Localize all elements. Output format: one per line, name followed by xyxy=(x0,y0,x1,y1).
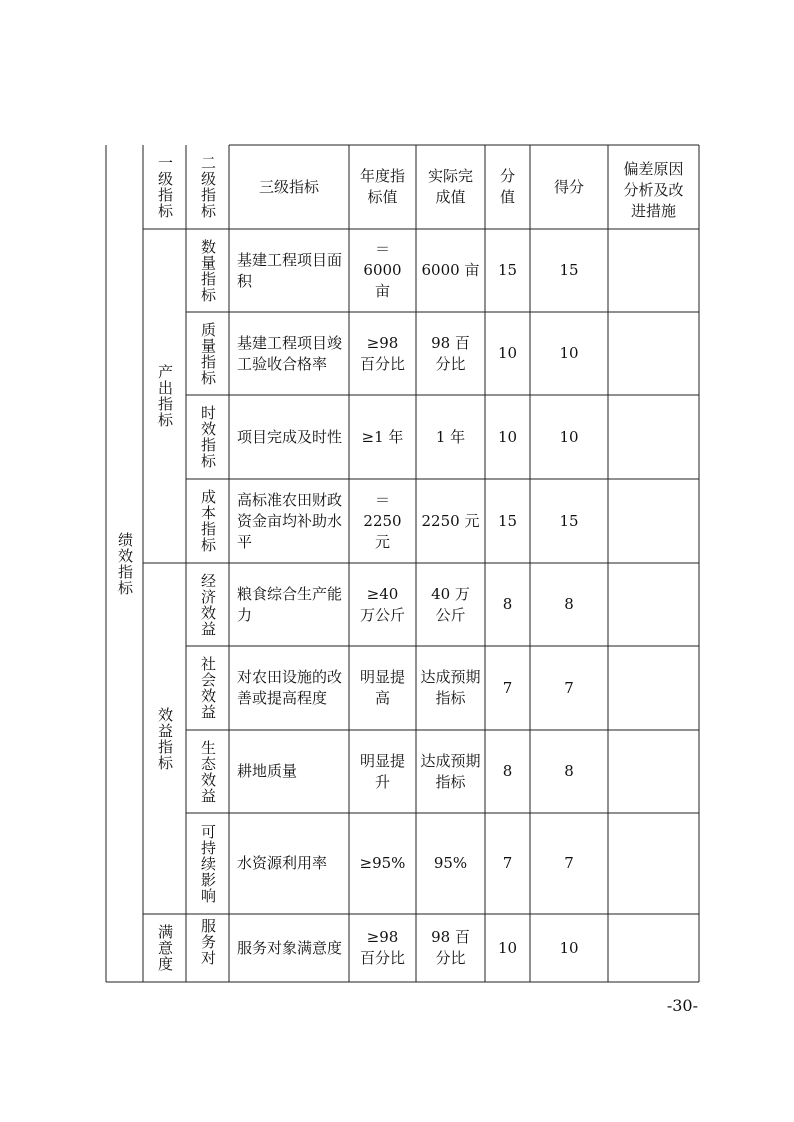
table-cell-indicator: 服务对象满意度 xyxy=(237,938,343,957)
table-cell-weight: 10 xyxy=(497,938,518,957)
table-cell-deviation xyxy=(608,646,699,730)
table-cell-score: 15 xyxy=(559,511,579,530)
level2-ecological-text: 生态效益 xyxy=(199,739,217,804)
level1-satisfaction xyxy=(143,914,186,982)
table-cell-score: 10 xyxy=(559,938,579,957)
table-cell-target: 明显提升 xyxy=(359,751,405,791)
header-score: 得分 xyxy=(553,177,584,196)
table-cell-actual: 6000 亩 xyxy=(421,261,480,279)
table-cell-target: ≥98 百分比 xyxy=(359,333,405,373)
level2-social xyxy=(186,646,229,730)
table-cell-deviation xyxy=(608,813,699,914)
table-cell-indicator: 水资源利用率 xyxy=(237,854,328,872)
table-cell-deviation xyxy=(608,914,699,982)
table-cell-indicator: 耕地质量 xyxy=(237,762,298,780)
table-cell-target: ≥95% xyxy=(359,854,406,872)
header-level3: 三级指标 xyxy=(258,177,319,196)
table-cell-weight: 8 xyxy=(502,762,513,780)
level2-service xyxy=(186,914,229,982)
header-deviation: 偏差原因分析及改进措施 xyxy=(623,160,684,220)
table-cell-indicator: 对农田设施的改善或提高程度 xyxy=(237,668,343,707)
level2-service-text: 服务对 xyxy=(199,918,217,966)
table-cell-score: 7 xyxy=(564,678,574,697)
level1-benefit-text: 效益指标 xyxy=(156,706,174,771)
level2-cost-text: 成本指标 xyxy=(199,489,217,553)
table-cell-target: ≥98 百分比 xyxy=(359,928,405,967)
table-cell-actual: 98 百分比 xyxy=(431,928,470,967)
level2-ecological xyxy=(186,730,229,813)
table-cell-deviation xyxy=(608,312,699,395)
level1-benefit xyxy=(143,563,186,914)
level2-quantity-text: 数量指标 xyxy=(199,238,217,303)
level2-quality-text: 质量指标 xyxy=(199,321,217,386)
table-cell-weight: 10 xyxy=(497,344,518,362)
level1-output-text: 产出指标 xyxy=(156,364,174,428)
page-number: -30- xyxy=(666,996,698,1015)
table-cell-indicator: 基建工程项目竣工验收合格率 xyxy=(237,333,343,373)
table-cell-deviation xyxy=(608,563,699,646)
table-cell-score: 10 xyxy=(559,344,579,362)
header-actual: 实际完成值 xyxy=(427,167,473,206)
table-cell-weight: 10 xyxy=(497,427,518,446)
table-cell-weight: 7 xyxy=(502,678,513,697)
header-weight: 分值 xyxy=(499,167,515,206)
table-cell-indicator: 基建工程项目面积 xyxy=(237,250,343,290)
table-cell-score: 15 xyxy=(559,261,579,279)
table-cell-weight: 7 xyxy=(502,854,513,872)
table-cell-score: 8 xyxy=(564,595,574,613)
header-level1 xyxy=(143,145,186,229)
table-cell-deviation xyxy=(608,730,699,813)
level2-sustainable xyxy=(186,813,229,914)
table-cell-actual: 1 年 xyxy=(435,427,466,446)
table-cell-deviation xyxy=(608,229,699,312)
table-cell-deviation xyxy=(608,395,699,479)
table-cell-indicator: 粮食综合生产能力 xyxy=(237,584,343,624)
table-cell-target: ≥40 万公斤 xyxy=(359,584,405,624)
level2-cost xyxy=(186,479,229,563)
table-cell-indicator: 项目完成及时性 xyxy=(237,427,343,446)
table-cell-deviation xyxy=(608,479,699,563)
table-cell-target: ＝6000亩 xyxy=(363,240,402,300)
level2-economic xyxy=(186,563,229,646)
level2-economic-text: 经济效益 xyxy=(199,572,217,637)
table-cell-weight: 8 xyxy=(502,595,513,613)
header-level1-text: 一级指标 xyxy=(156,155,174,219)
table-cell-weight: 15 xyxy=(497,511,518,530)
level2-sustainable-text: 可持续影响 xyxy=(199,823,217,904)
table-cell-actual: 98 百分比 xyxy=(431,333,470,373)
table-cell-score: 8 xyxy=(564,762,574,780)
group-label xyxy=(106,145,143,982)
table-cell-actual: 40 万公斤 xyxy=(431,584,470,624)
table-cell-actual: 2250 元 xyxy=(421,511,480,530)
level2-quality xyxy=(186,312,229,395)
table-cell-weight: 15 xyxy=(497,261,518,279)
header-annual-target: 年度指标值 xyxy=(359,167,405,206)
table-cell-target: ＝2250元 xyxy=(363,490,402,551)
level2-social-text: 社会效益 xyxy=(199,656,217,720)
table-cell-indicator: 高标准农田财政资金亩均补助水平 xyxy=(237,490,343,551)
group-label-text: 绩效指标 xyxy=(116,531,134,596)
table-cell-target: 明显提高 xyxy=(359,668,405,707)
header-level2-text: 二级指标 xyxy=(199,155,217,219)
level1-satisfaction-text: 满意度 xyxy=(156,924,174,972)
table-cell-score: 10 xyxy=(559,427,579,446)
table-cell-actual: 95% xyxy=(433,854,468,872)
table-cell-actual: 达成预期指标 xyxy=(420,668,481,707)
level1-output xyxy=(143,229,186,563)
table-cell-score: 7 xyxy=(564,854,574,872)
level2-timeliness-text: 时效指标 xyxy=(199,405,217,469)
table-cell-actual: 达成预期指标 xyxy=(420,751,481,791)
level2-quantity xyxy=(186,229,229,312)
level2-timeliness xyxy=(186,395,229,479)
table-cell-target: ≥1 年 xyxy=(361,427,404,446)
header-level2 xyxy=(186,145,229,229)
